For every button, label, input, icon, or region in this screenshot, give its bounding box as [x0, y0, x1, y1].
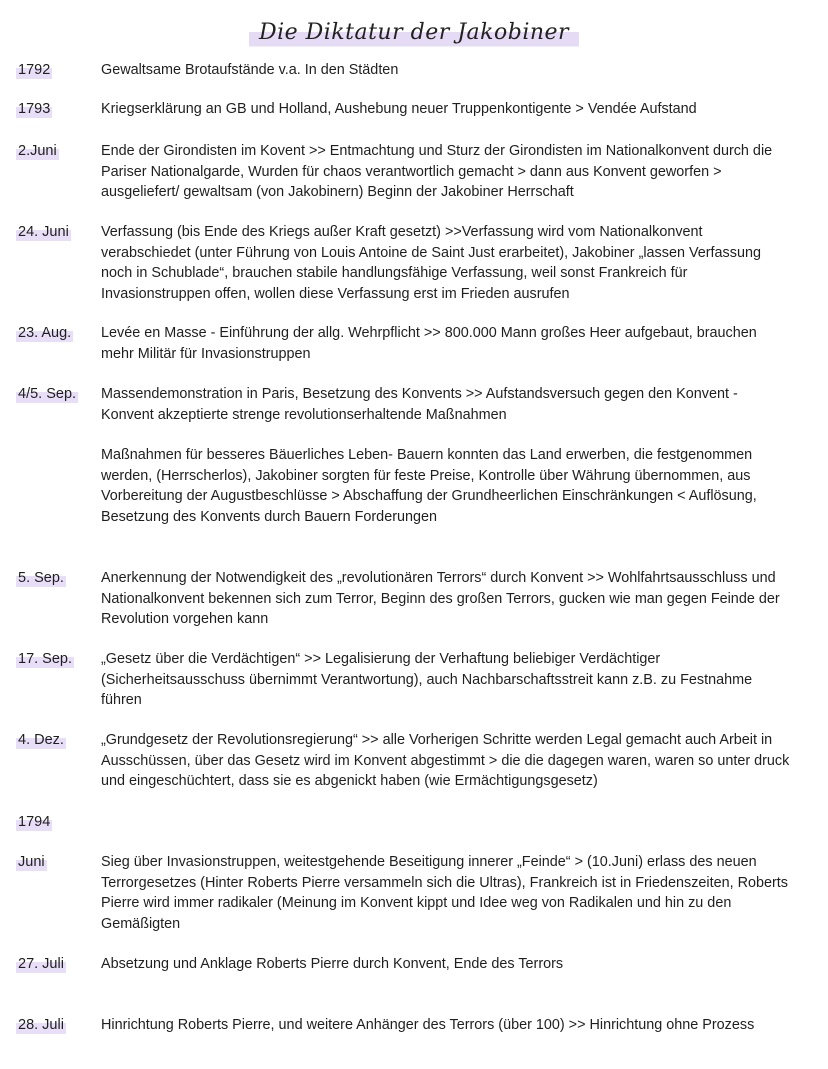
entry-date: Juni [18, 854, 45, 870]
entry-date: 1793 [18, 101, 51, 117]
entry-text: Maßnahmen für besseres Bäuerliches Leben- Bauern konnten das Land erwerben, die festgenommen werden, (Herrscherlos), Jakobiner sorgten für feste Preise, Kontrolle über Währung übernommen, aus Vorbereitung der Augustbeschlüsse > Abschaffung der Grundheerlichen Einschränkungen < Auflösung, Besetzung des Konvents durch Bauern Forderungen [101, 447, 757, 525]
entry-date: 23. Aug. [18, 325, 72, 341]
entry-text: Kriegserklärung an GB und Holland, Aushebung neuer Truppenkontigente > Vendée Aufstand [101, 101, 697, 117]
entry-text: Massendemonstration in Paris, Besetzung des Konvents >> Aufstandsversuch gegen den Konvent - Konvent akzeptierte strenge revolutionserhaltende Maßnahmen [101, 386, 738, 423]
entry-date: 4/5. Sep. [18, 386, 77, 402]
entry-date: 5. Sep. [18, 570, 64, 586]
page-title: Die Diktatur der Jakobiner [249, 18, 579, 49]
entry-text: Anerkennung der Notwendigkeit des „revolutionären Terrors“ durch Konvent >> Wohlfahrtsausschluss und Nationalkonvent bekennen sich zum Terror, Beginn des großen Terrors, gucken wie man gegen Feinde der Revolution vorgehen kann [101, 570, 780, 627]
entry-date: 17. Sep. [18, 651, 73, 667]
entry-text: Gewaltsame Brotaufstände v.a. In den Städten [101, 62, 399, 78]
entry-text: Levée en Masse - Einführung der allg. Wehrpflicht >> 800.000 Mann großes Heer aufgebaut, brauchen mehr Militär für Invasionstruppen [101, 325, 757, 362]
entry-text: „Gesetz über die Verdächtigen“ >> Legalisierung der Verhaftung beliebiger Verdächtiger (Sicherheitsausschuss übernimmt Verantwortung), auch Nachbarschaftsstreit kann z.B. zu Festnahme führen [101, 651, 753, 708]
entry-text: „Grundgesetz der Revolutionsregierung“ >> alle Vorherigen Schritte werden Legal gemacht auch Arbeit in Ausschüssen, über das Gesetz wird im Konvent abgestimmt > die die dagegen waren, waren so unter druck und eingeschüchtert, dass sie es abgenickt haben (wie Ermächtigungsgesetz) [101, 732, 790, 789]
entry-text: Verfassung (bis Ende des Kriegs außer Kraft gesetzt) >>Verfassung wird vom Nationalkonvent verabschiedet (unter Führung von Louis Antoine de Saint Just erarbeitet), Jakobiner „lassen Verfassung noch in Schublade“, brauchen stabile handlungsfähige Verfassung, weil sonst Frankreich für Invasionstruppen offen, wollen diese Verfassung erst im Frieden ausrufen [101, 224, 761, 302]
entry-date: 2.Juni [18, 143, 57, 159]
entry-date: 24. Juni [18, 224, 69, 240]
entry-date: 28. Juli [18, 1017, 64, 1033]
entry-date: 4. Dez. [18, 732, 64, 748]
entry-date: 27. Juli [18, 956, 64, 972]
entry-text: Ende der Girondisten im Kovent >> Entmachtung und Sturz der Girondisten im Nationalkonvent durch die Pariser Nationalgarde, Wurden für chaos verantwortlich gemacht > dann aus Konvent geworfen > ausgeliefert/ gewaltsam (von Jakobinern) Beginn der Jakobiner Herrschaft [101, 143, 773, 200]
entry-text: Absetzung und Anklage Roberts Pierre durch Konvent, Ende des Terrors [101, 956, 564, 972]
entry-text: Hinrichtung Roberts Pierre, und weitere Anhänger des Terrors (über 100) >> Hinrichtung ohne Prozess [101, 1017, 755, 1033]
entry-date: 1792 [18, 62, 51, 78]
entry-date: 1794 [18, 814, 51, 830]
entry-text: Sieg über Invasionstruppen, weitestgehende Beseitigung innerer „Feinde“ > (10.Juni) erlass des neuen Terrorgesetzes (Hinter Roberts Pierre versammeln sich die Ultras), Frankreich ist in Friedenszeiten, Roberts Pierre wird immer radikaler (Meinung im Konvent kippt und Idee weg von Radikalen und hin zu den Gemäßigten [101, 854, 788, 932]
title-container [0, 18, 828, 49]
